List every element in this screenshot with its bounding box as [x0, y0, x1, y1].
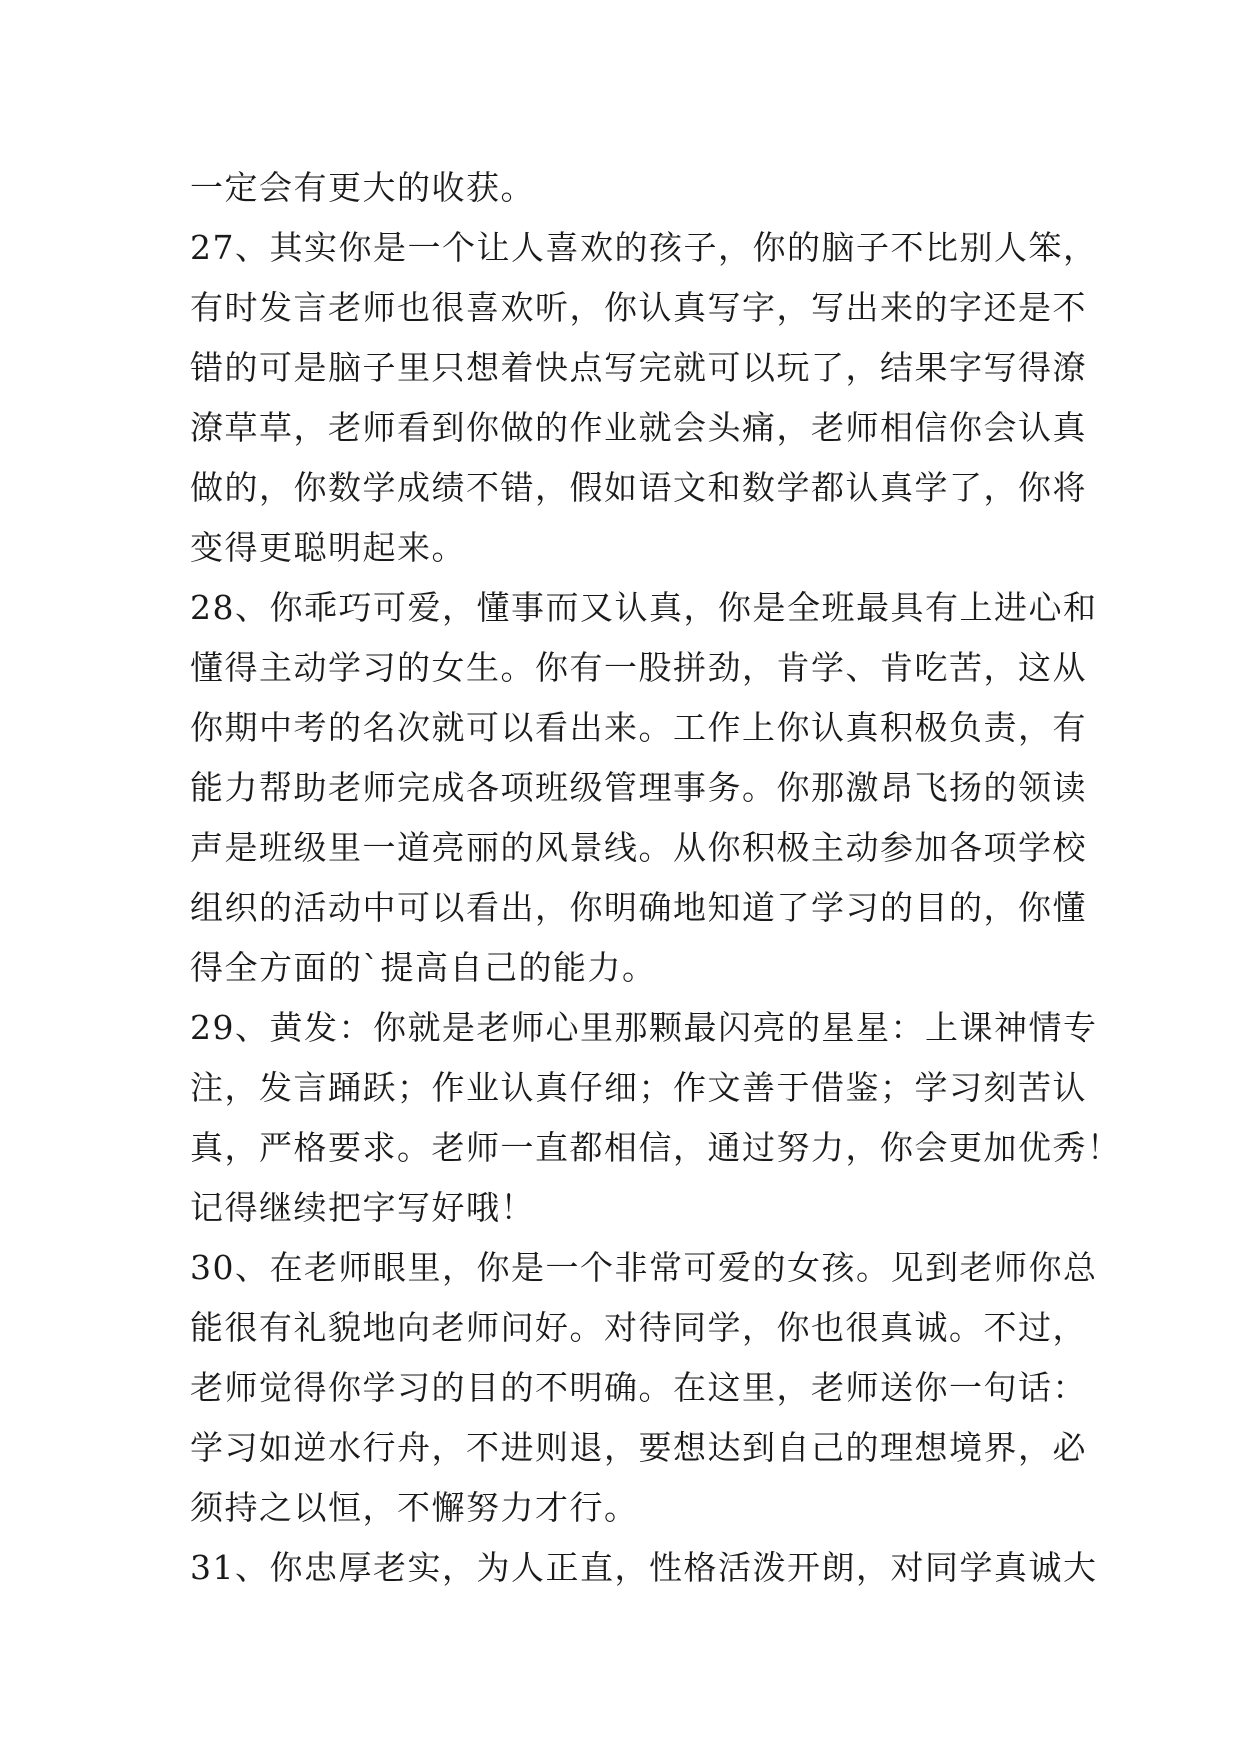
- text-line: 有时发言老师也很喜欢听，你认真写字，写出来的字还是不: [190, 288, 1087, 327]
- text-line: 做的，你数学成绩不错，假如语文和数学都认真学了，你将: [190, 468, 1087, 507]
- text-line: 注，发言踊跃；作业认真仔细；作文善于借鉴；学习刻苦认: [190, 1068, 1087, 1107]
- body-text: [190, 158, 1122, 1598]
- text-line: 真，严格要求。老师一直都相信，通过努力，你会更加优秀！: [190, 1128, 1122, 1167]
- text-line: 29、黄发：你就是老师心里那颗最闪亮的星星：上课神情专: [190, 1008, 1098, 1047]
- text-line: 声是班级里一道亮丽的风景线。从你积极主动参加各项学校: [190, 828, 1087, 867]
- text-line: 潦草草，老师看到你做的作业就会头痛，老师相信你会认真: [190, 408, 1087, 447]
- text-line: 错的可是脑子里只想着快点写完就可以玩了，结果字写得潦: [190, 348, 1087, 387]
- text-line: 27、其实你是一个让人喜欢的孩子，你的脑子不比别人笨，: [190, 228, 1098, 267]
- text-line: 31、你忠厚老实，为人正直，性格活泼开朗，对同学真诚大: [190, 1548, 1098, 1587]
- text-line: 变得更聪明起来。: [190, 528, 466, 567]
- text-line: 你期中考的名次就可以看出来。工作上你认真积极负责，有: [190, 708, 1087, 747]
- text-line: 一定会有更大的收获。: [190, 168, 535, 207]
- text-line: 须持之以恒，不懈努力才行。: [190, 1488, 639, 1527]
- text-line: 能力帮助老师完成各项班级管理事务。你那激昂飞扬的领读: [190, 768, 1087, 807]
- text-line: 学习如逆水行舟，不进则退，要想达到自己的理想境界，必: [190, 1428, 1087, 1467]
- text-line: 老师觉得你学习的目的不明确。在这里，老师送你一句话：: [190, 1368, 1087, 1407]
- text-line: 组织的活动中可以看出，你明确地知道了学习的目的，你懂: [190, 888, 1087, 927]
- text-line: 记得继续把字写好哦！: [190, 1188, 535, 1227]
- text-line: 能很有礼貌地向老师问好。对待同学，你也很真诚。不过，: [190, 1308, 1087, 1347]
- text-line: 30、在老师眼里，你是一个非常可爱的女孩。见到老师你总: [190, 1248, 1098, 1287]
- text-line: 得全方面的`提高自己的能力。: [190, 948, 657, 987]
- text-line: 28、你乖巧可爱，懂事而又认真，你是全班最具有上进心和: [190, 588, 1098, 627]
- text-line: 懂得主动学习的女生。你有一股拼劲，肯学、肯吃苦，这从: [190, 648, 1087, 687]
